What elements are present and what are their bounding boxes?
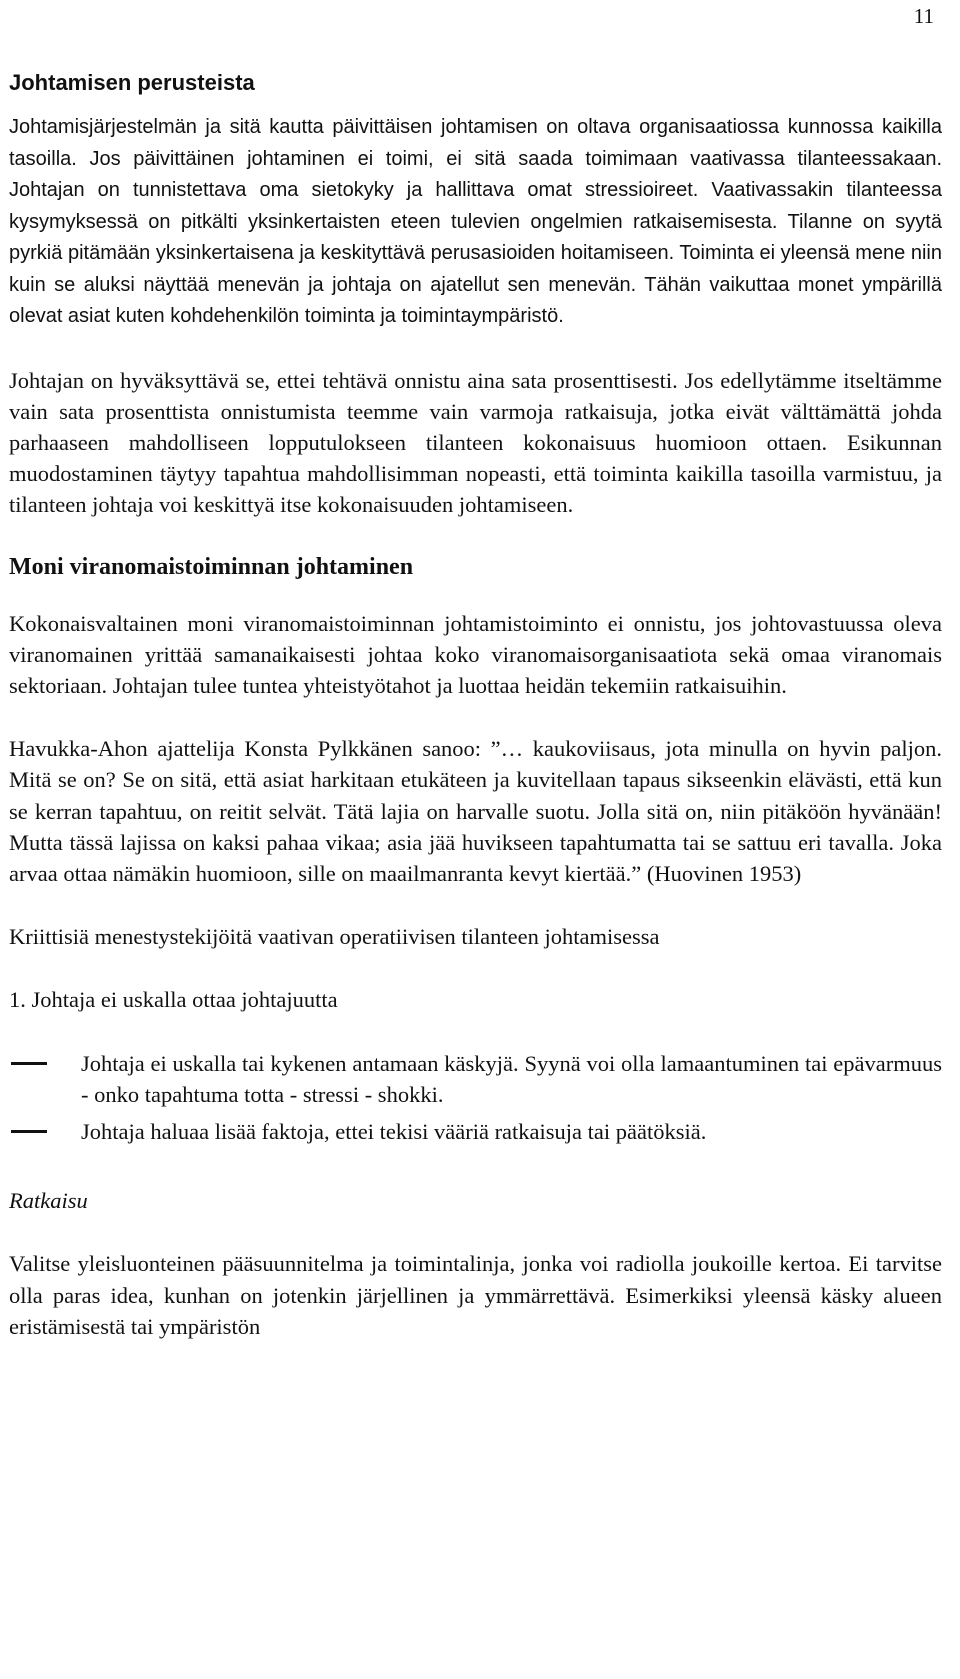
dash-bullet-icon <box>9 1116 81 1147</box>
spacer <box>9 701 942 733</box>
solution-label: Ratkaisu <box>9 1188 88 1214</box>
management-paragraph-2: Johtajan on hyväksyttävä se, ettei tehtävä onnistu aina sata prosenttisesti. Jos edellytämme itseltämme vain sata prosenttista onnistumista teemme vain varmoja ratkaisuja, jotka eivät välttämättä johda parhaaseen mahdolliseen lopputulokseen tilanteen kokonaisuus huomioon ottaen. Esikunnan muodostaminen täytyy tapahtua mahdollisimman nopeasti, että toiminta kaikilla tasoilla varmistuu, ja tilanteen johtaja voi keskittyä itse kokonaisuuden johtamiseen. <box>9 367 942 518</box>
spacer <box>9 1153 942 1185</box>
bullet-text: Johtaja haluaa lisää faktoja, ettei tekisi vääriä ratkaisuja tai päätöksiä. <box>81 1118 707 1144</box>
page-number: 11 <box>913 4 934 28</box>
document-content <box>9 68 942 1342</box>
bullet-list <box>9 1048 942 1148</box>
section-heading-management-basics: Johtamisen perusteista <box>9 70 255 95</box>
quote-paragraph: Havukka-Ahon ajattelija Konsta Pylkkänen sanoo: ”… kaukoviisaus, jota minulla on hyvin paljon. Mitä se on? Se on sitä, että asiat harkitaan etukäteen ja kuvitellaan tapaus sikseenkin elävästi, että kun se kerran tapahtuu, on reitit selvät. Tätä lajia on harvalle suotu. Jolla sitä on, niin pitäköön hyvänään! Mutta tässä lajissa on kaksi pahaa vikaa; asia jää huvikseen tapahtumatta tai se sattuu eri tavalla. Joka arvaa ottaa nämäkin huomioon, sille on maailmanranta kevyt kiertää.” (Huovinen 1953) <box>9 736 942 886</box>
spacer <box>9 98 942 112</box>
bullet-item <box>9 1116 942 1147</box>
spacer <box>9 952 942 984</box>
management-paragraph-1: Johtamisjärjestelmän ja sitä kautta päivittäisen johtamisen on oltava organisaatiossa kunnossa kaikilla tasoilla. Jos päivittäinen johtaminen ei toimi, ei sitä saada toimimaan vaativassa tilanteessakaan. Johtajan on tunnistettava oma sietokyky ja hallittava omat stressioireet. Vaativassakin tilanteessa kysymyksessä on pitkälti yksinkertaisten eteen tulevien ongelmien ratkaisemisesta. Tilanne on syytä pyrkiä pitämään yksinkertaisena ja keskityttävä perusasioiden hoitamiseen. Toiminta ei yleensä mene niin kuin se aluksi näyttää menevän ja johtaja on ajatellut sen menevän. Tähän vaikuttaa monet ympärillä olevat asiat kuten kohdehenkilön toiminta ja toimintaympäristö. <box>9 116 942 327</box>
solution-paragraph: Valitse yleisluonteinen pääsuunnitelma ja toimintalinja, jonka voi radiolla joukoille kertoa. Ei tarvitse olla paras idea, kunhan on jotenkin järjellinen ja ymmärrettävä. Esimerkiksi yleensä käsky alueen eristämisestä tai ympäristön <box>9 1251 942 1339</box>
spacer <box>9 1016 942 1048</box>
spacer <box>9 521 942 550</box>
section-heading-multi-authority-management: Moni viranomaistoiminnan johtaminen <box>9 553 414 580</box>
spacer <box>9 333 942 365</box>
bullet-item <box>9 1048 942 1110</box>
critical-success-factors-title: Kriittisiä menestystekijöitä vaativan operatiivisen tilanteen johtamisessa <box>9 924 660 950</box>
multi-authority-paragraph-1: Kokonaisvaltainen moni viranomaistoiminnan johtamistoiminto ei onnistu, jos johtovastuussa oleva viranomainen yrittää samanaikaisesti johtaa koko viranomaisorganisaatiota sekä omaa viranomais sektoriaan. Johtajan tulee tuntea yhteistyötahot ja luottaa heidän tekemiin ratkaisuihin. <box>9 610 942 698</box>
dash-bullet-icon <box>9 1048 81 1079</box>
spacer <box>9 889 942 921</box>
spacer <box>9 584 942 608</box>
spacer <box>9 1216 942 1248</box>
numbered-item-title: 1. Johtaja ei uskalla ottaa johtajuutta <box>9 987 338 1013</box>
bullet-text: Johtaja ei uskalla tai kykenen antamaan käskyjä. Syynä voi olla lamaantuminen tai epävarmuus - onko tapahtuma totta - stressi - shokki. <box>81 1050 942 1107</box>
